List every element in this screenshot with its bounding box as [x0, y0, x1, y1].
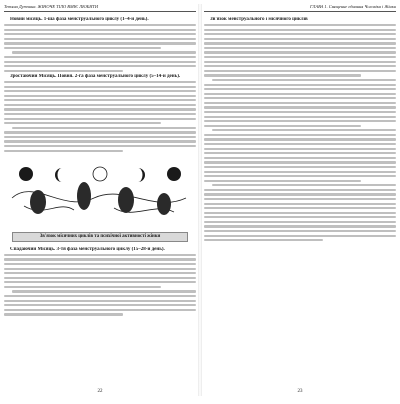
moon-phase-icon — [19, 167, 181, 182]
section-heading-cycles-link: Зв'язок менструального і місячного циклів — [210, 17, 308, 22]
text-block-1 — [4, 17, 196, 152]
paragraph-lines — [4, 81, 196, 152]
page-number-left: 22 — [97, 389, 103, 394]
paragraph-lines — [4, 254, 196, 316]
right-running-head — [204, 4, 396, 12]
figure-caption: Зв'язок місячних циклів та психічної активності жінки — [12, 232, 188, 242]
running-head-left-text: Тетяна Дутчина. ЖІНОЧЕ ТІЛО ВМІЄ ЛЮБИТИ — [4, 4, 99, 9]
left-figure — [4, 158, 196, 242]
section-heading-new-moon: Новий місяць. 1-ша фаза менструального циклу (1–4-й день). — [10, 17, 149, 22]
left-page — [4, 4, 196, 396]
right-page — [204, 4, 396, 396]
section-heading-waning-moon: Спадаючий Місяць. 3-тя фаза менструального циклу (15–28-й день). — [10, 246, 165, 252]
moon-phase-illustration — [4, 158, 196, 234]
text-block-3 — [204, 17, 396, 241]
book-spine — [198, 4, 202, 396]
paragraph-lines — [4, 24, 196, 72]
left-running-head — [4, 4, 196, 12]
paragraph-lines — [204, 24, 396, 241]
running-head-right-text: ГЛАВА 1. Священне єднання Чоловіка і Жінки — [309, 4, 396, 9]
text-block-2 — [4, 247, 196, 316]
page-number-right: 23 — [297, 389, 303, 394]
section-heading-full-moon: Зростаючий Місяць. Повня. 2-га фаза менструального циклу (5–14-й день). — [10, 73, 181, 79]
book-spread — [4, 4, 396, 396]
